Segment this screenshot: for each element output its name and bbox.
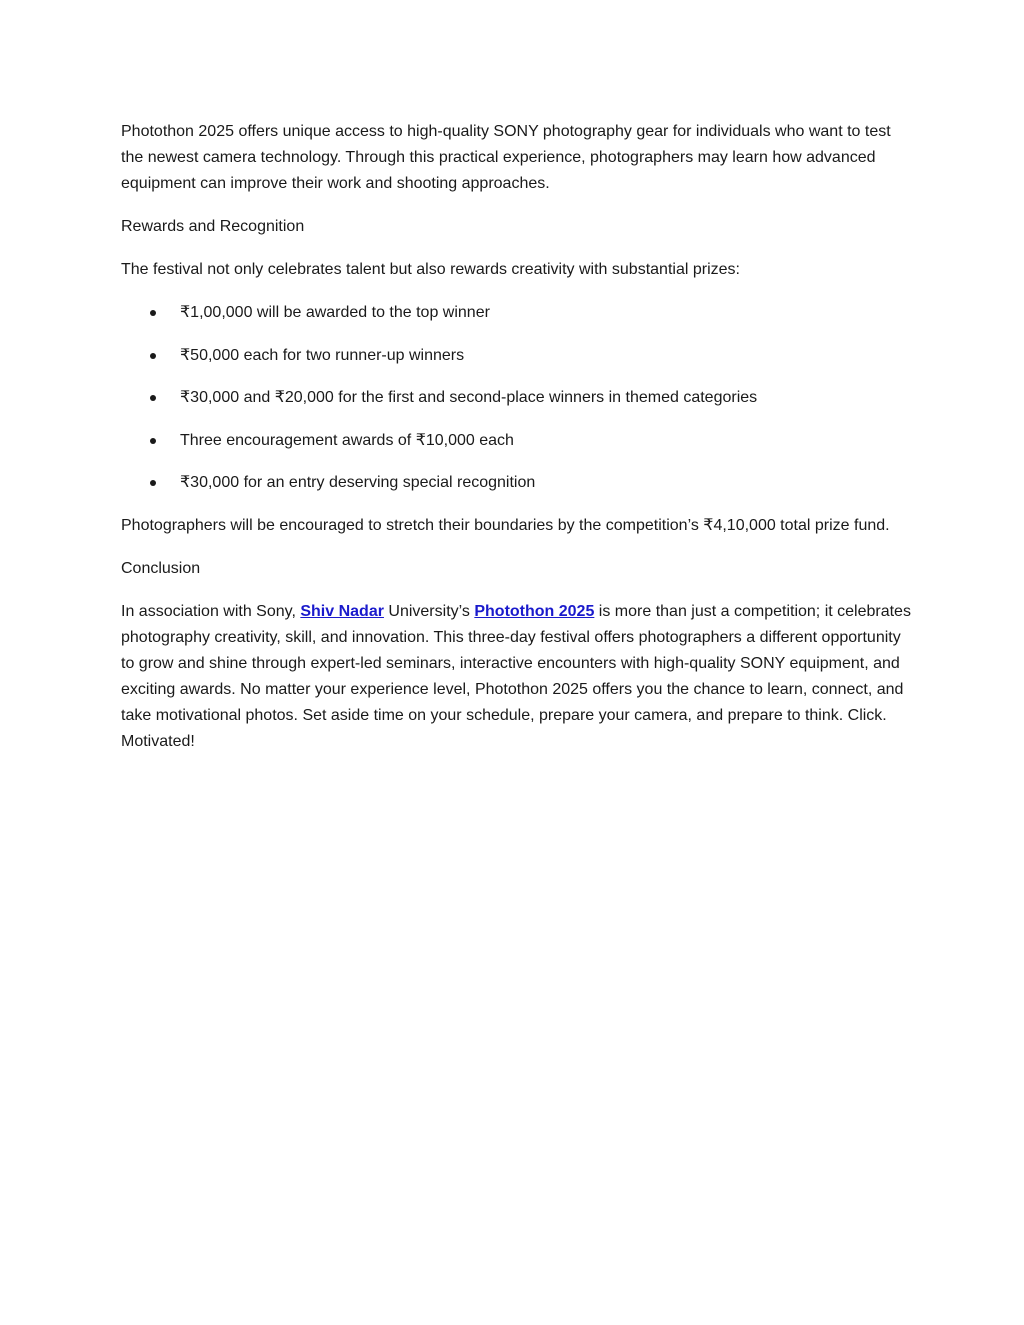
bullet-icon	[150, 310, 156, 316]
photothon-2025-link[interactable]: Photothon 2025	[474, 603, 595, 620]
intro-paragraph: Photothon 2025 offers unique access to high-quality SONY photography gear for individuals who want to test the newest camera technology. Through this practical experience, photographers may learn how advanced equipment can improve their work and shooting approaches.	[121, 123, 891, 192]
prize-text: Three encouragement awards of ₹10,000 each	[180, 431, 514, 449]
rewards-heading: Rewards and Recognition	[121, 218, 305, 235]
list-item	[121, 300, 911, 326]
list-item	[121, 428, 911, 454]
conclusion-paragraph	[121, 599, 911, 755]
shiv-nadar-link[interactable]: Shiv Nadar	[300, 603, 384, 620]
rewards-intro-paragraph: The festival not only celebrates talent but also rewards creativity with substantial prizes:	[121, 261, 740, 278]
total-prize-paragraph: Photographers will be encouraged to stretch their boundaries by the competition’s ₹4,10,000 total prize fund.	[121, 517, 890, 534]
conclusion-heading: Conclusion	[121, 560, 201, 577]
prize-text: ₹50,000 each for two runner-up winners	[180, 346, 465, 364]
list-item	[121, 470, 911, 496]
bullet-icon	[150, 438, 156, 444]
bullet-icon	[150, 480, 156, 486]
conclusion-text-part3: is more than just a competition; it celebrates photography creativity, skill, and innovation. This three-day festival offers photographers a different opportunity to grow and shine through expert-led seminars, interactive encounters with high-quality SONY equipment, and exciting awards. No matter your experience level, Photothon 2025 offers you the chance to learn, connect, and take motivational photos. Set aside time on your schedule, prepare your camera, and prepare to think. Click. Motivated!	[121, 603, 911, 750]
list-item	[121, 343, 911, 369]
list-item	[121, 385, 911, 411]
prize-text: ₹1,00,000 will be awarded to the top winner	[180, 304, 490, 321]
prize-text: ₹30,000 and ₹20,000 for the first and second-place winners in themed categories	[180, 389, 758, 406]
conclusion-text-part1: In association with Sony,	[121, 603, 301, 620]
bullet-icon	[150, 395, 156, 401]
document-page	[121, 119, 911, 772]
prize-list	[121, 300, 911, 496]
prize-text: ₹30,000 for an entry deserving special recognition	[180, 474, 536, 491]
bullet-icon	[150, 353, 156, 359]
conclusion-text-part2: University’s	[383, 603, 475, 620]
